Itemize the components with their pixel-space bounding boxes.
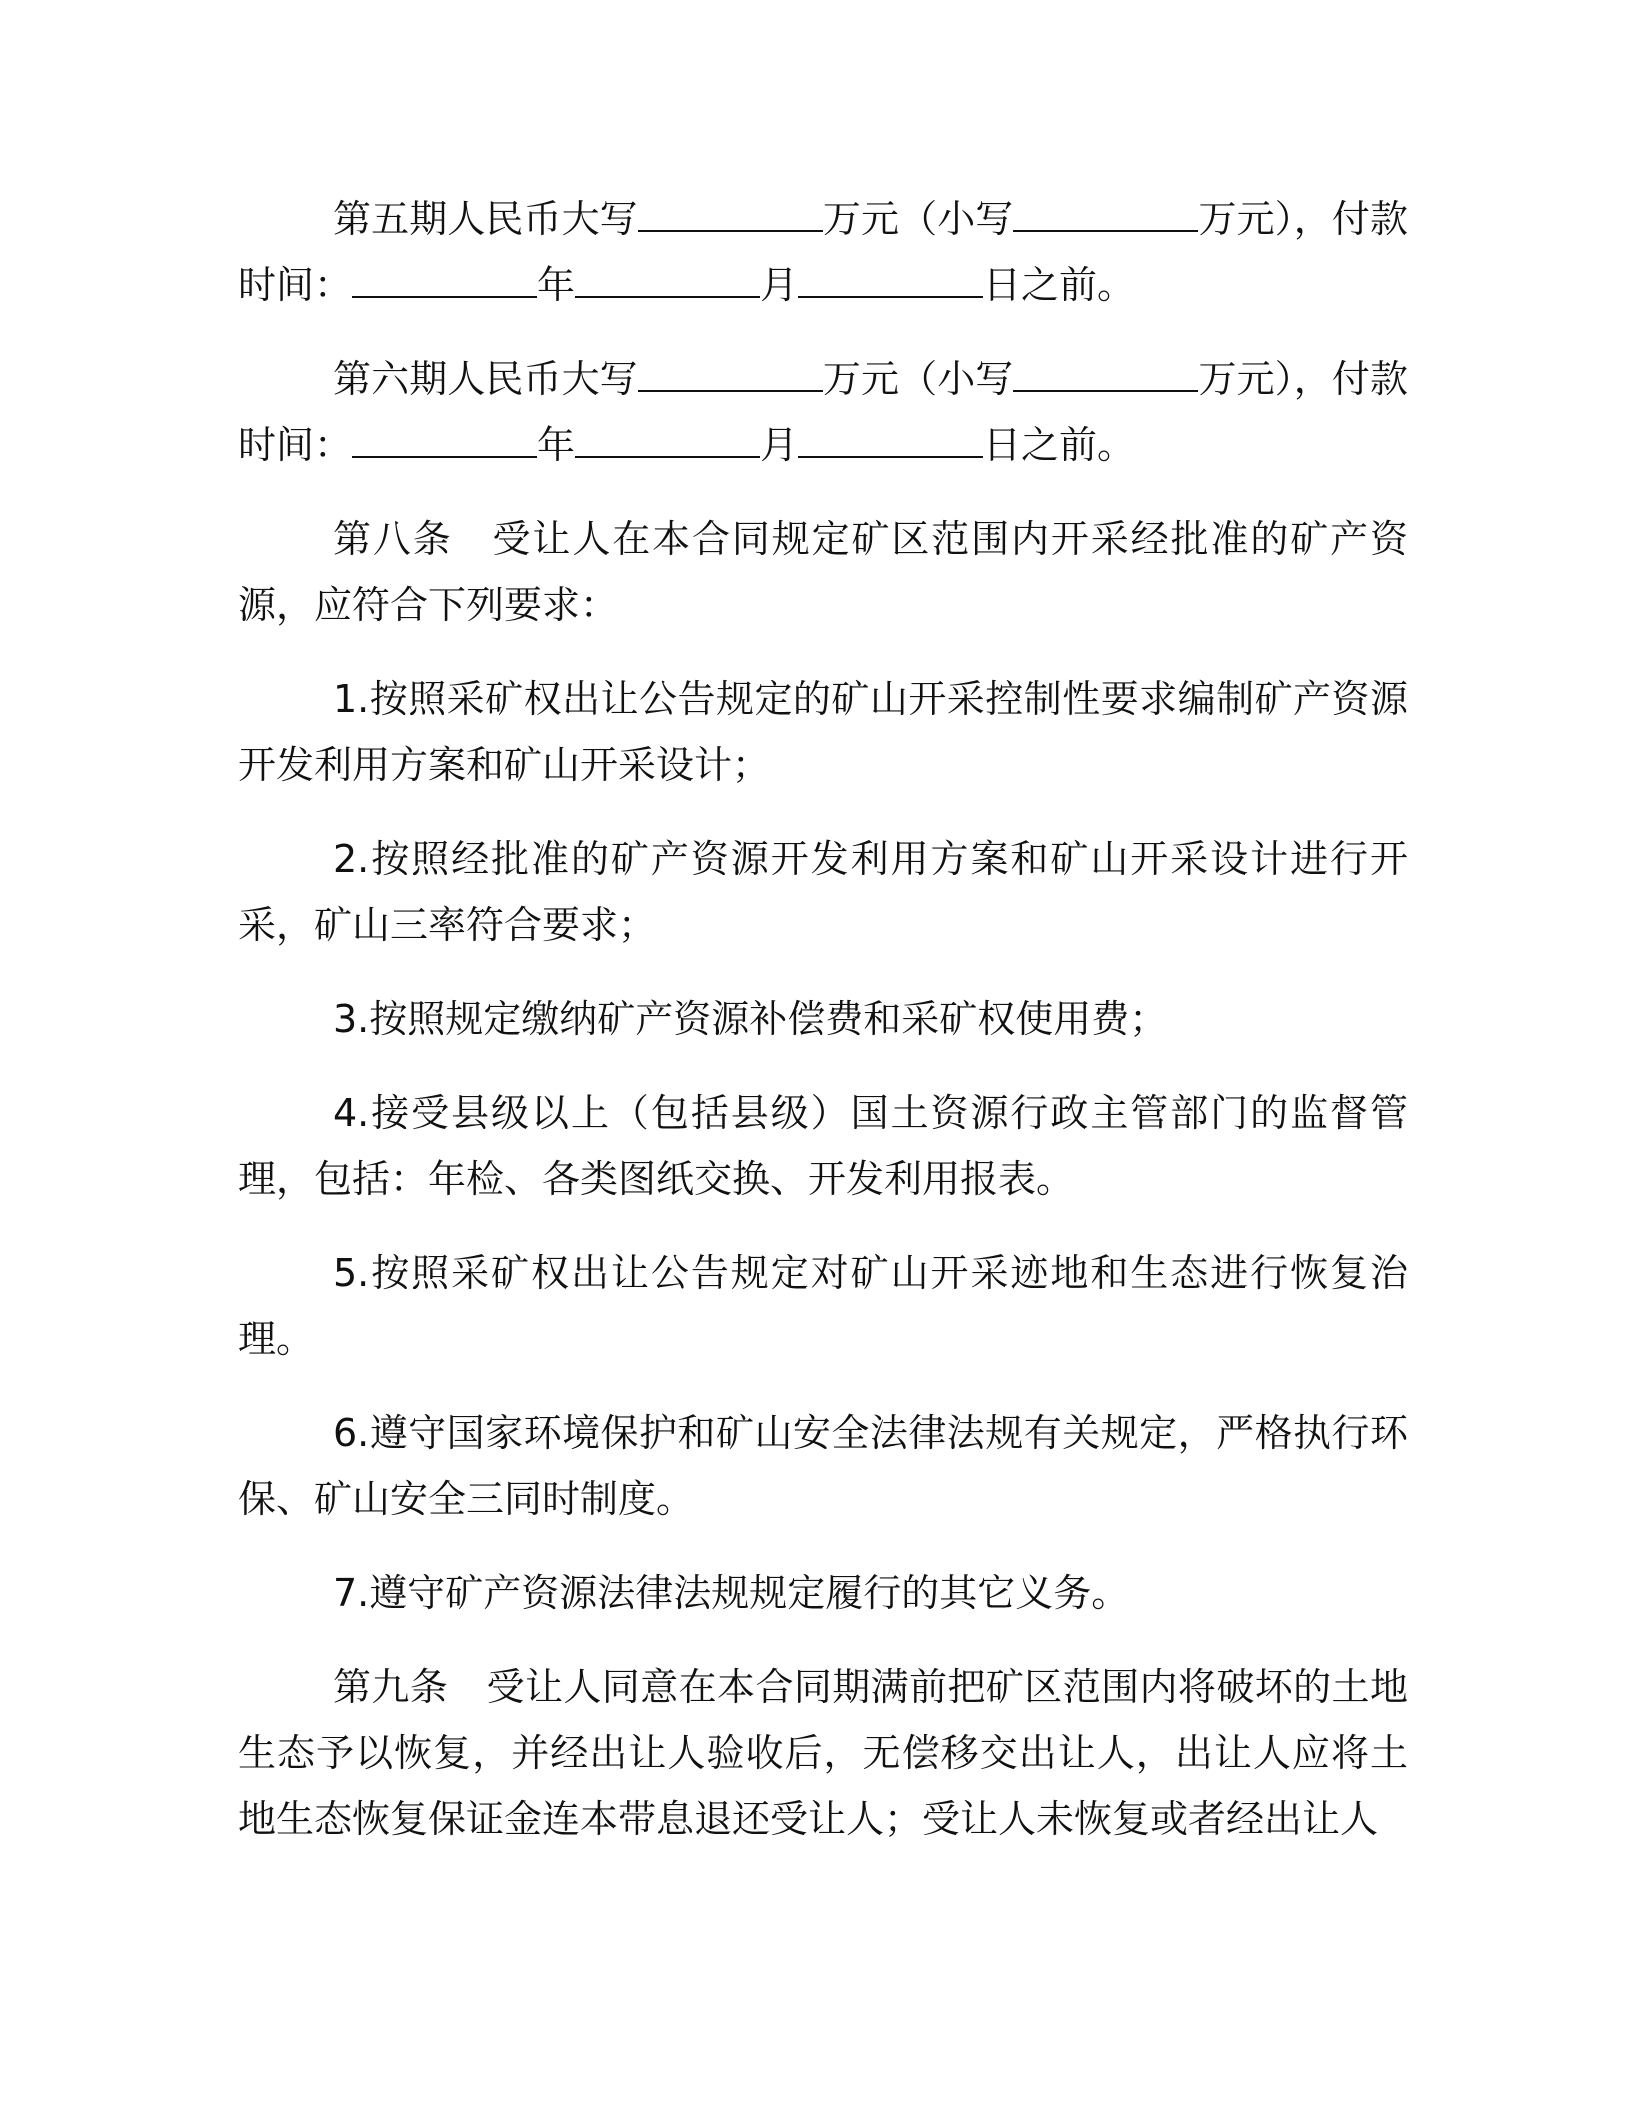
contract-text [238,186,1408,1880]
year-label: 年 [537,263,576,307]
unit-upper-label: 万元（小写 [822,197,1014,241]
article-8-item: 2.按照经批准的矿产资源开发利用方案和矿山开采设计进行开采，矿山三率符合要求； [238,837,1408,947]
article-8-heading: 第八条 [333,517,453,561]
article-8-body: 受让人在本合同规定矿区范围内开采经批准的矿产资源，应符合下列要求： [238,517,1408,627]
amount-lower-blank[interactable] [1013,350,1198,392]
article-9-body: 受让人同意在本合同期满前把矿区范围内将破坏的土地生态予以恢复，并经出让人验收后，无偿移交出让人，出让人应将土地生态恢复保证金连本带息退还受让人；受让人未恢复或者经出让人 [238,1665,1408,1841]
payment-lead: 第六期人民币大写 [333,357,638,401]
year-blank[interactable] [352,256,537,298]
article-9 [238,1654,1408,1852]
article-8-item: 6.遵守国家环境保护和矿山安全法律法规有关规定，严格执行环保、矿山安全三同时制度。 [238,1411,1408,1521]
article-8-item: 4.接受县级以上（包括县级）国土资源行政主管部门的监督管理，包括：年检、各类图纸交换、开发利用报表。 [238,1091,1408,1201]
article-9-heading: 第九条 [333,1665,449,1709]
amount-lower-blank[interactable] [1013,190,1198,232]
article-8-item: 5.按照采矿权出让公告规定对矿山开采迹地和生态进行恢复治理。 [238,1251,1408,1361]
month-blank[interactable] [575,256,760,298]
month-label: 月 [760,263,799,307]
day-blank[interactable] [798,256,983,298]
payment-period-5 [238,186,1408,318]
article-8-item: 7.遵守矿产资源法律法规规定履行的其它义务。 [333,1571,1130,1615]
day-label: 日之前。 [983,423,1136,467]
month-label: 月 [760,423,799,467]
day-blank[interactable] [798,416,983,458]
unit-upper-label: 万元（小写 [822,357,1014,401]
article-8 [238,506,1408,638]
article-8-item: 3.按照规定缴纳矿产资源补偿费和采矿权使用费； [333,997,1168,1041]
amount-upper-blank[interactable] [638,190,823,232]
year-label: 年 [537,423,576,467]
payment-lead: 第五期人民币大写 [333,197,638,241]
day-label: 日之前。 [983,263,1136,307]
payment-period-6 [238,346,1408,478]
article-8-item: 1.按照采矿权出让公告规定的矿山开采控制性要求编制矿产资源开发利用方案和矿山开采设计； [238,677,1408,787]
unit-lower-label: 万元），付款时间： [238,197,1408,307]
month-blank[interactable] [575,416,760,458]
year-blank[interactable] [352,416,537,458]
amount-upper-blank[interactable] [638,350,823,392]
unit-lower-label: 万元），付款时间： [238,357,1408,467]
